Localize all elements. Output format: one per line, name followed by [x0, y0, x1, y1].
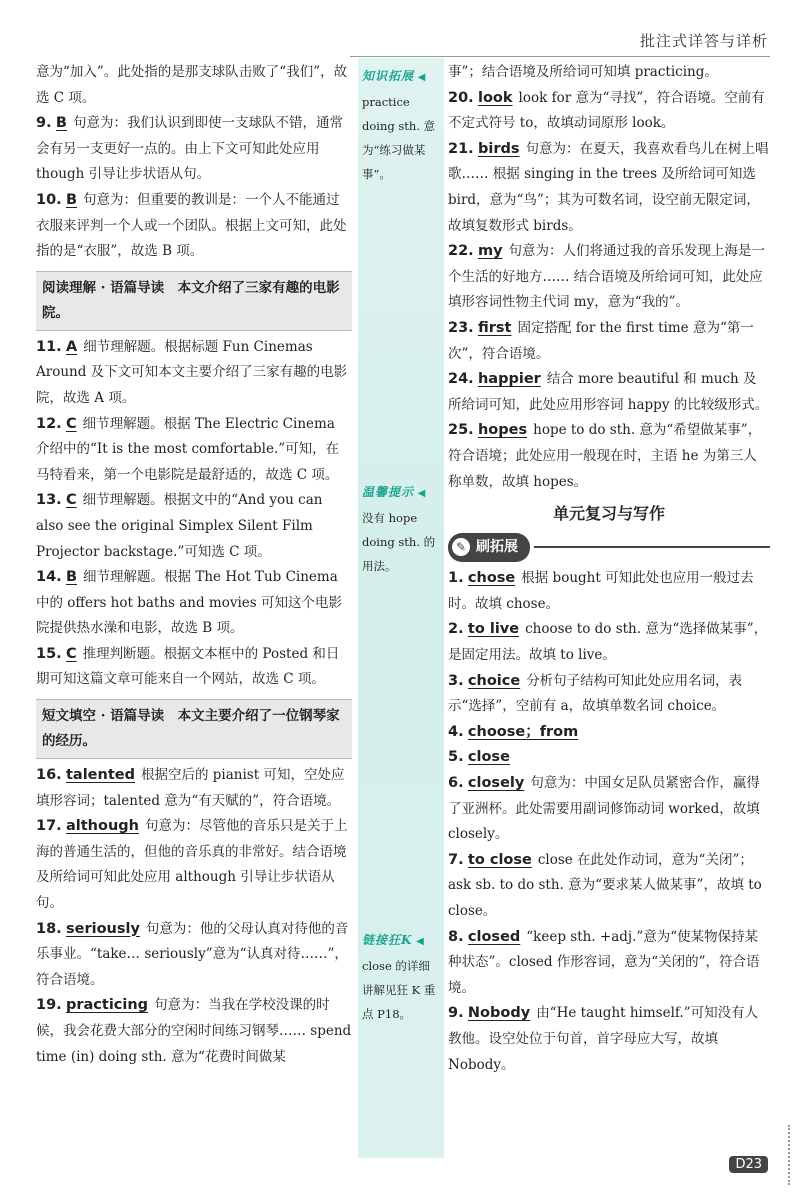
answers-group-b — [36, 335, 352, 693]
side-note-tag: 温馨提示 — [362, 485, 415, 499]
answer-number: 1. — [448, 570, 464, 587]
answer-item — [448, 316, 770, 367]
answer-key: choice — [467, 672, 521, 689]
answer-number: 4. — [448, 723, 464, 740]
answer-explanation: 分析句子结构可知此处应用名词，表示“选择”，空前有 a，故填单数名词 choice。 — [448, 672, 743, 715]
side-note-2 — [362, 480, 440, 578]
answer-explanation: 细节理解题。根据 The Electric Cinema 介绍中的“It is the most comfortable.”可知，在马特看来，第一个电影院是最舒适的，故选 C 项。 — [36, 415, 340, 483]
answer-explanation: 细节理解题。根据标题 Fun Cinemas Around 及下文可知本文主要介绍了三家有趣的电影院，故选 A 项。 — [36, 338, 348, 406]
side-note-tag: 链接狂K — [362, 933, 413, 947]
answer-number: 3. — [448, 672, 464, 689]
answer-number: 15. — [36, 645, 62, 662]
answer-explanation: close 在此处作动词，意为“关闭”；ask sb. to do sth. 意为“要求某人做某事”，故填 to close。 — [448, 851, 762, 919]
answer-item — [448, 367, 770, 418]
answer-number: 11. — [36, 338, 62, 355]
answer-number: 22. — [448, 243, 474, 260]
answers-group-c — [36, 763, 352, 1070]
answer-item — [448, 771, 770, 848]
answer-number: 5. — [448, 749, 464, 766]
answer-key: birds — [477, 140, 520, 157]
answer-key: Nobody — [467, 1005, 531, 1022]
answer-key: closely — [467, 775, 525, 792]
section-header-reading: 阅读理解 · 语篇导读 本文介绍了三家有趣的电影院。 — [36, 271, 352, 331]
side-note-1 — [362, 64, 440, 186]
answer-key: hopes — [477, 422, 528, 439]
answer-key: to close — [467, 851, 532, 868]
side-note-text: close 的详细讲解见狂 K 重点 P18。 — [362, 959, 436, 1021]
answer-key: B — [55, 115, 67, 132]
page-edge-dots — [780, 1125, 790, 1185]
answer-key: choose；from — [467, 723, 579, 740]
answer-number: 23. — [448, 319, 474, 336]
answer-key: look — [477, 89, 513, 106]
answer-item — [448, 669, 770, 720]
page-header-title: 批注式详答与详析 — [639, 32, 768, 50]
answer-explanation: 根据空后的 pianist 可知，空处应填形容词；talented 意为“有天赋的”，符合语境。 — [36, 767, 345, 809]
answer-explanation: 句意为：当我在学校没课的时候，我会花费大部分的空闲时间练习钢琴…… spend time (in) doing sth. 意为“花费时间做某 — [36, 997, 352, 1065]
answer-item — [36, 763, 352, 814]
answer-key: practicing — [65, 997, 149, 1014]
answer-key: B — [65, 569, 78, 586]
answer-number: 20. — [448, 89, 474, 106]
answer-number: 18. — [36, 920, 62, 937]
answer-item — [448, 745, 770, 771]
answer-number: 12. — [36, 415, 62, 432]
badge-label: 刷拓展 — [476, 538, 518, 555]
answer-item — [36, 111, 352, 188]
answer-key: although — [65, 818, 139, 835]
answer-item — [36, 993, 352, 1070]
answer-key: seriously — [65, 920, 140, 937]
answer-key: happier — [477, 371, 541, 388]
answer-key: to live — [467, 621, 520, 638]
answer-number: 21. — [448, 140, 474, 157]
answer-key: chose — [467, 570, 516, 587]
answer-item — [448, 720, 770, 746]
answer-explanation: 固定搭配 for the first time 意为“第一次”，符合语境。 — [448, 319, 754, 362]
answer-explanation: “keep sth. +adj.”意为“使某物保持某种状态”。closed 作形容词，意为“关闭的”，符合语境。 — [448, 928, 760, 996]
left-column — [36, 60, 352, 1070]
answer-explanation: 句意为：我们认识到即使一支球队不错，通常会有另一支更好一点的。由上下文可知此处应用 though 引导让步状语从句。 — [36, 115, 343, 183]
section-header-cloze: 短文填空 · 语篇导读 本文主要介绍了一位钢琴家的经历。 — [36, 699, 352, 759]
answer-explanation: 细节理解题。根据文中的“And you can also see the original Simplex Silent Film Projector backstage.”可知选 C 项。 — [36, 492, 323, 560]
answer-number: 13. — [36, 492, 62, 509]
right-intro-text: 事”；结合语境及所给词可知填 practicing。 — [448, 64, 718, 80]
answer-key: closed — [467, 928, 521, 945]
answer-explanation: hope to do sth. 意为“希望做某事”，符合语境；此处应用一般现在时，主语 he 为第三人称单数，故填 hopes。 — [448, 422, 762, 490]
answer-key: C — [65, 645, 77, 662]
answer-number: 14. — [36, 569, 62, 586]
side-note-text: practice doing sth. 意为“练习做某事”。 — [362, 95, 436, 181]
answer-number: 2. — [448, 621, 464, 638]
expand-badge — [448, 533, 530, 563]
badge-row — [448, 533, 770, 563]
answer-explanation: 句意为：人们将通过我的音乐发现上海是一个生活的好地方…… 结合语境及所给词可知，此处应填形容词性物主代词 my，意为“我的”。 — [448, 243, 766, 311]
answer-item — [448, 239, 770, 316]
answer-explanation: 句意为：在夏天，我喜欢看鸟儿在树上唱歌…… 根据 singing in the trees 及所给词可知选 bird，意为“鸟”；其为可数名词，设空前无限定词，故填复数形式 birds。 — [448, 140, 769, 234]
answer-explanation: 句意为：但重要的教训是：一个人不能通过衣服来评判一个人或一个团队。根据上文可知，此处指的是“衣服”，故选 B 项。 — [36, 191, 347, 260]
answer-key: close — [467, 749, 510, 766]
answer-item — [448, 137, 770, 239]
arrow-icon: ◀ — [416, 936, 424, 947]
answer-item — [448, 848, 770, 925]
unit-review-title: 单元复习与写作 — [552, 504, 665, 524]
answer-explanation: 句意为：尽管他的音乐只是关于上海的普通生活的，但他的音乐真的非常好。结合语境及所给词可知此处应用 although 引导让步状语从句。 — [36, 818, 348, 912]
left-intro-text: 意为“加入”。此处指的是那支球队击败了“我们”，故选 C 项。 — [36, 64, 348, 106]
arrow-icon: ◀ — [417, 488, 426, 499]
answer-item — [36, 412, 352, 489]
answers-group-d — [448, 86, 770, 496]
answers-group-a — [36, 111, 352, 265]
answer-item — [448, 617, 770, 668]
answer-number: 10. — [36, 191, 62, 208]
answer-item — [448, 1001, 770, 1078]
answer-explanation: 细节理解题。根据 The Hot Tub Cinema 中的 offers hot baths and movies 可知这个电影院提供热水澡和电影，故选 B 项。 — [36, 569, 342, 637]
pencil-icon: ✎ — [452, 538, 470, 556]
arrow-icon: ◀ — [417, 72, 426, 83]
answer-explanation: 句意为：他的父母认真对待他的音乐事业。“take… seriously”意为“认真对待……”，符合语境。 — [36, 920, 349, 988]
badge-divider — [534, 546, 770, 548]
answer-explanation: look for 意为“寻找”，符合语境。空前有不定式符号 to，故填动词原形 look。 — [448, 89, 765, 132]
answer-key: A — [65, 338, 78, 355]
answer-number: 8. — [448, 928, 464, 945]
answer-item — [448, 418, 770, 495]
answer-number: 7. — [448, 851, 464, 868]
answer-number: 9. — [36, 115, 52, 132]
answer-number: 17. — [36, 818, 62, 835]
answer-key: first — [477, 319, 512, 336]
answer-item — [448, 566, 770, 617]
answer-key: my — [477, 243, 503, 260]
right-column — [448, 60, 770, 1078]
answer-item — [36, 565, 352, 642]
answer-explanation: 由“He taught himself.”可知没有人教他。设空处位于句首，首字母应大写，故填 Nobody。 — [448, 1005, 759, 1073]
answer-number: 6. — [448, 775, 464, 792]
side-note-3 — [362, 928, 440, 1026]
header-divider — [350, 56, 770, 57]
answer-explanation: choose to do sth. 意为“选择做某事”，是固定用法。故填 to live。 — [448, 621, 768, 664]
answers-group-e — [448, 566, 770, 1078]
answer-item — [448, 86, 770, 137]
side-note-text: 没有 hope doing sth. 的用法。 — [362, 511, 436, 573]
answer-key: C — [65, 492, 77, 509]
answer-explanation: 根据 bought 可知此处也应用一般过去时。故填 chose。 — [448, 570, 754, 612]
answer-number: 24. — [448, 371, 474, 388]
answer-item — [36, 188, 352, 265]
answer-explanation: 句意为：中国女足队员紧密合作，赢得了亚洲杯。此处需要用副词修饰动词 worked，故填 closely。 — [448, 775, 760, 843]
side-note-tag: 知识拓展 — [362, 69, 415, 83]
page-number: D23 — [729, 1156, 768, 1173]
answer-number: 25. — [448, 422, 474, 439]
answer-item — [448, 925, 770, 1002]
answer-explanation: 结合 more beautiful 和 much 及所给词可知，此处应用形容词 happy 的比较级形式。 — [448, 371, 769, 413]
answer-key: B — [65, 191, 78, 208]
answer-key: C — [65, 415, 77, 432]
answer-item — [36, 488, 352, 565]
answer-item — [36, 814, 352, 916]
answer-item — [36, 917, 352, 994]
answer-number: 19. — [36, 997, 62, 1014]
answer-number: 16. — [36, 767, 62, 784]
answer-explanation: 推理判断题。根据文本框中的 Posted 和日期可知这篇文章可能来自一个网站，故选 C 项。 — [36, 645, 340, 688]
answer-item — [36, 335, 352, 412]
answer-number: 9. — [448, 1005, 464, 1022]
answer-item — [36, 642, 352, 693]
answer-key: talented — [65, 767, 135, 784]
